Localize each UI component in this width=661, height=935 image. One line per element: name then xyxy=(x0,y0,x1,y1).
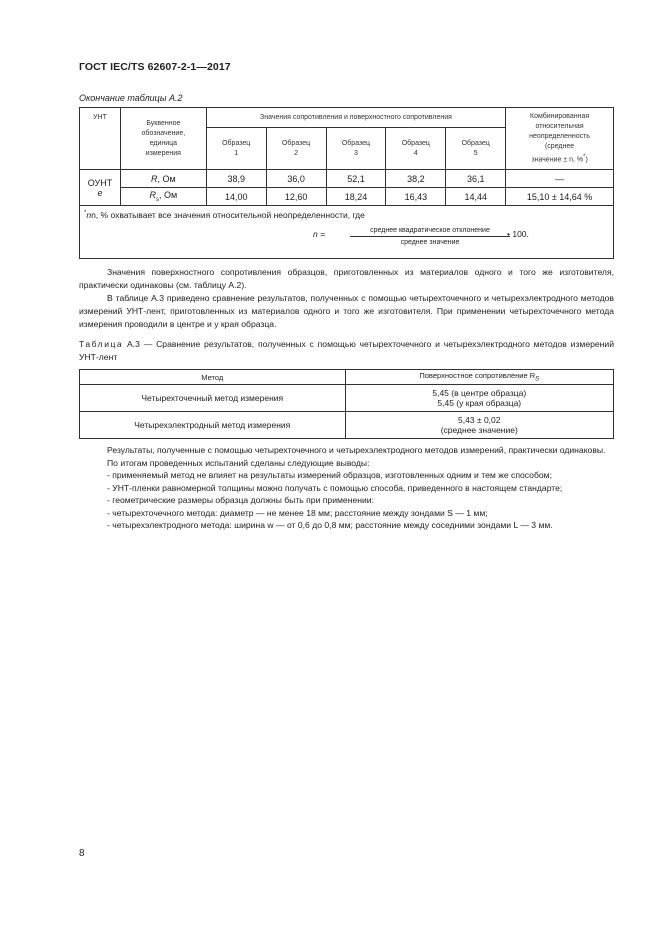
table-row xyxy=(80,170,614,188)
table-a3-caption: Таблица А.3 — Сравнение результатов, полученных с помощью четырехточечного и четырехэлектродного методов измерений УНТ-лент xyxy=(79,339,614,362)
header-unt: УНТ xyxy=(80,108,121,170)
row-symbol: $R_s$, Ом xyxy=(120,188,206,206)
cell-resistance: 5,45 (в центре образца) 5,45 (у края образца) xyxy=(345,385,613,412)
header-letter-designation: Буквенное обозначение, единица измерения xyxy=(120,108,206,170)
header-resistance-values: Значения сопротивления и поверхностного сопротивления xyxy=(206,108,505,128)
table-footnote: *nn, % охватывает все значения относительной неопределенности, где n = среднее квадратическое отклонение среднее значение • 100. xyxy=(80,206,614,259)
paragraph-surface-resistance: Значения поверхностного сопротивления образцов, приготовленных из материалов одного и того же изготовителя, практически одинаковы (см. таблицу А.2). xyxy=(79,267,614,290)
table-a2-caption: Окончание таблицы А.2 xyxy=(79,93,183,103)
list-item: - геометрические размеры образца должны быть при применении: xyxy=(107,495,374,505)
cell-method: Четырехточечный метод измерения xyxy=(80,385,346,412)
table-row xyxy=(80,385,614,412)
list-item: - применяемый метод не влияет на результаты измерений образцов, изготовленных одним и тем же способом; xyxy=(107,470,552,480)
cell-combined: — xyxy=(506,170,614,188)
formula-tail: • 100. xyxy=(507,229,529,239)
list-item: - УНТ-пленки равномерной толщины можно получать с помощью способа, приведенного в настоящем стандарте; xyxy=(107,482,563,493)
unt-name-cell: ОУНТ e xyxy=(80,170,121,206)
cell-value: 18,24 xyxy=(326,188,386,206)
document-header: ГОСТ IEC/TS 62607-2-1—2017 xyxy=(79,61,231,73)
header-surface-resistance: Поверхностное сопротивление $R_S$ xyxy=(345,370,613,385)
table-a3 xyxy=(79,369,614,439)
table-a2 xyxy=(79,107,614,259)
conclusions xyxy=(79,444,614,532)
header-combined-uncertainty: Комбинированная относительная неопределенность (среднее значение ± n, %*) xyxy=(506,108,614,170)
formula-fraction: среднее квадратическое отклонение среднее значение xyxy=(350,227,510,246)
cell-value: 52,1 xyxy=(326,170,386,188)
row-symbol: R, Ом xyxy=(120,170,206,188)
table-row xyxy=(80,188,614,206)
cell-value: 12,60 xyxy=(266,188,326,206)
cell-resistance: 5,43 ± 0,02 (среднее значение) xyxy=(345,412,613,439)
header-sample-1: Образец 1 xyxy=(206,128,266,170)
header-sample-5: Образец 5 xyxy=(446,128,506,170)
paragraph-table-a3-intro: В таблице А.3 приведено сравнение результатов, полученных с помощью четырехточечного и четырехэлектродного методов измерений УНТ-лент, приготовленных из материалов одного и того же изготовителя. При применении четырехточечного метода измерения проводили в центре и у края образца. xyxy=(79,293,614,329)
conclusion-paragraph: По итогам проведенных испытаний сделаны следующие выводы: xyxy=(107,457,370,468)
cell-value: 36,1 xyxy=(446,170,506,188)
cell-value: 14,44 xyxy=(446,188,506,206)
cell-value: 38,2 xyxy=(386,170,446,188)
conclusion-paragraph: Результаты, полученные с помощью четырехточечного и четырехэлектродного методов измерений, практически одинаковы. xyxy=(107,445,606,455)
cell-combined: 15,10 ± 14,64 % xyxy=(506,188,614,206)
formula-lhs: n = xyxy=(313,229,326,239)
header-sample-2: Образец 2 xyxy=(266,128,326,170)
cell-value: 38,9 xyxy=(206,170,266,188)
cell-method: Четырехэлектродный метод измерения xyxy=(80,412,346,439)
header-sample-3: Образец 3 xyxy=(326,128,386,170)
cell-value: 16,43 xyxy=(386,188,446,206)
list-item: - четырехэлектродного метода: ширина w — от 0,6 до 0,8 мм; расстояние между соседними зондами L — 3 мм. xyxy=(107,520,553,530)
cell-value: 36,0 xyxy=(266,170,326,188)
list-item: - четырехточечного метода: диаметр — не менее 18 мм; расстояние между зондами S — 1 мм; xyxy=(107,507,488,518)
cell-value: 14,00 xyxy=(206,188,266,206)
header-sample-4: Образец 4 xyxy=(386,128,446,170)
table-row xyxy=(80,412,614,439)
header-method: Метод xyxy=(80,370,346,385)
page-number: 8 xyxy=(79,848,85,859)
